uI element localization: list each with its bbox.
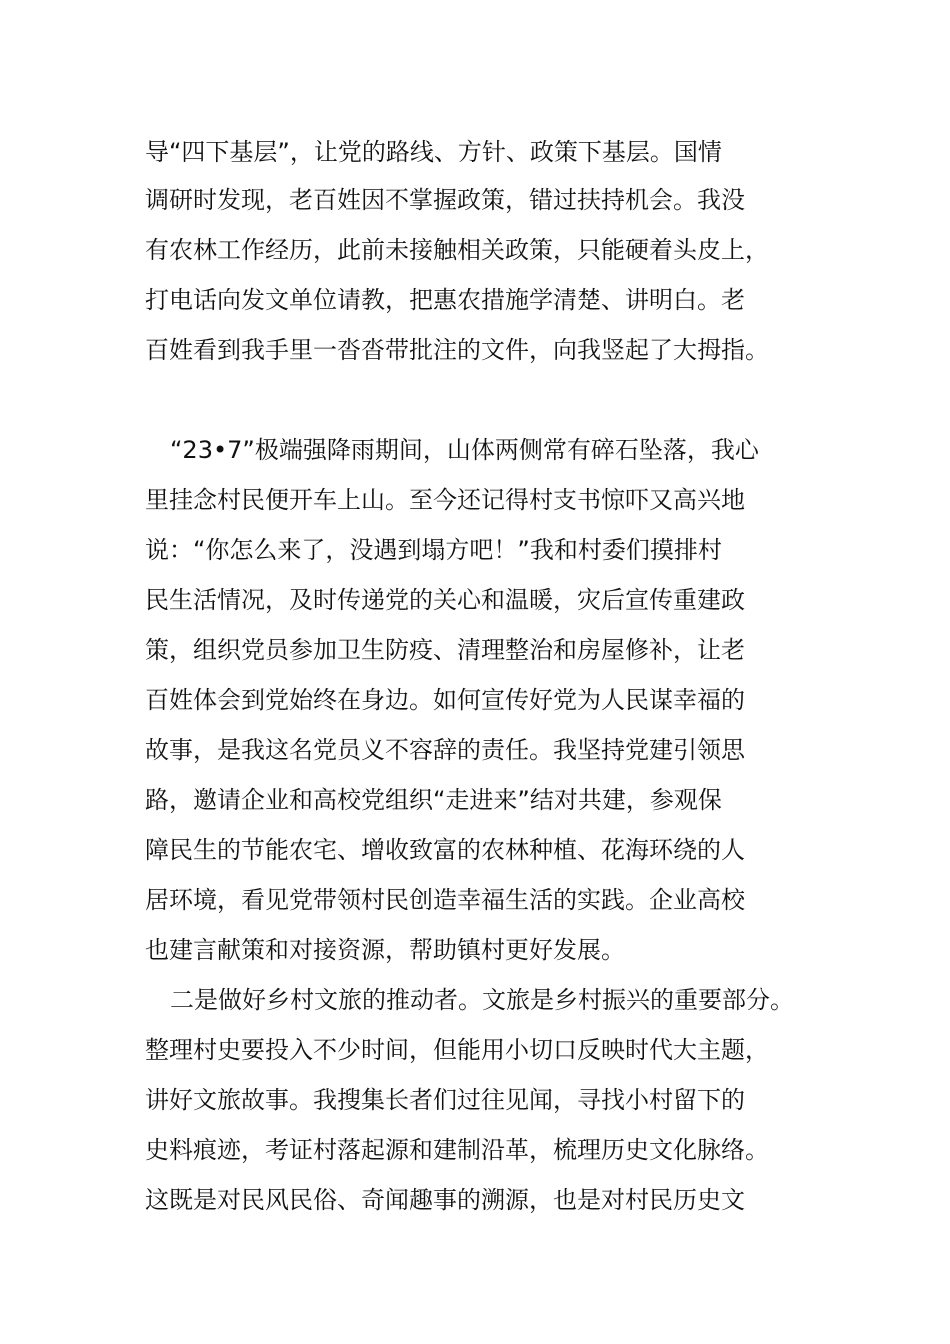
text-line: 策，组织党员参加卫生防疫、清理整治和房屋修补，让老 bbox=[145, 636, 745, 664]
text-line: 百姓看到我手里一沓沓带批注的文件，向我竖起了大拇指。 bbox=[145, 336, 769, 364]
text-line: 里挂念村民便开车上山。至今还记得村支书惊吓又高兴地 bbox=[145, 486, 745, 514]
text-line: 打电话向发文单位请教，把惠农措施学清楚、讲明白。老 bbox=[145, 286, 745, 314]
text-line: 路，邀请企业和高校党组织“走进来”结对共建，参观保 bbox=[145, 786, 722, 814]
text-line: 史料痕迹，考证村落起源和建制沿革，梳理历史文化脉络。 bbox=[145, 1136, 769, 1164]
text-line: 也建言献策和对接资源，帮助镇村更好发展。 bbox=[145, 936, 625, 964]
text-line: “23•7”极端强降雨期间，山体两侧常有碎石坠落，我心 bbox=[170, 436, 759, 464]
text-line: 二是做好乡村文旅的推动者。文旅是乡村振兴的重要部分。 bbox=[170, 986, 794, 1014]
text-line: 讲好文旅故事。我搜集长者们过往见闻，寻找小村留下的 bbox=[145, 1086, 745, 1114]
text-line: 故事，是我这名党员义不容辞的责任。我坚持党建引领思 bbox=[145, 736, 745, 764]
text-line: 有农林工作经历，此前未接触相关政策，只能硬着头皮上， bbox=[145, 236, 769, 264]
text-line: 调研时发现，老百姓因不掌握政策，错过扶持机会。我没 bbox=[145, 186, 745, 214]
text-line: 居环境，看见党带领村民创造幸福生活的实践。企业高校 bbox=[145, 886, 745, 914]
text-line: 导“四下基层”，让党的路线、方针、政策下基层。国情 bbox=[145, 138, 722, 166]
text-line: 说：“你怎么来了，没遇到塌方吧！”我和村委们摸排村 bbox=[145, 536, 722, 564]
text-line: 民生活情况，及时传递党的关心和温暖，灾后宣传重建政 bbox=[145, 586, 745, 614]
text-line: 百姓体会到党始终在身边。如何宣传好党为人民谋幸福的 bbox=[145, 686, 745, 714]
text-line: 障民生的节能农宅、增收致富的农林种植、花海环绕的人 bbox=[145, 836, 745, 864]
text-line: 整理村史要投入不少时间，但能用小切口反映时代大主题， bbox=[145, 1036, 769, 1064]
text-line: 这既是对民风民俗、奇闻趣事的溯源，也是对村民历史文 bbox=[145, 1186, 745, 1214]
